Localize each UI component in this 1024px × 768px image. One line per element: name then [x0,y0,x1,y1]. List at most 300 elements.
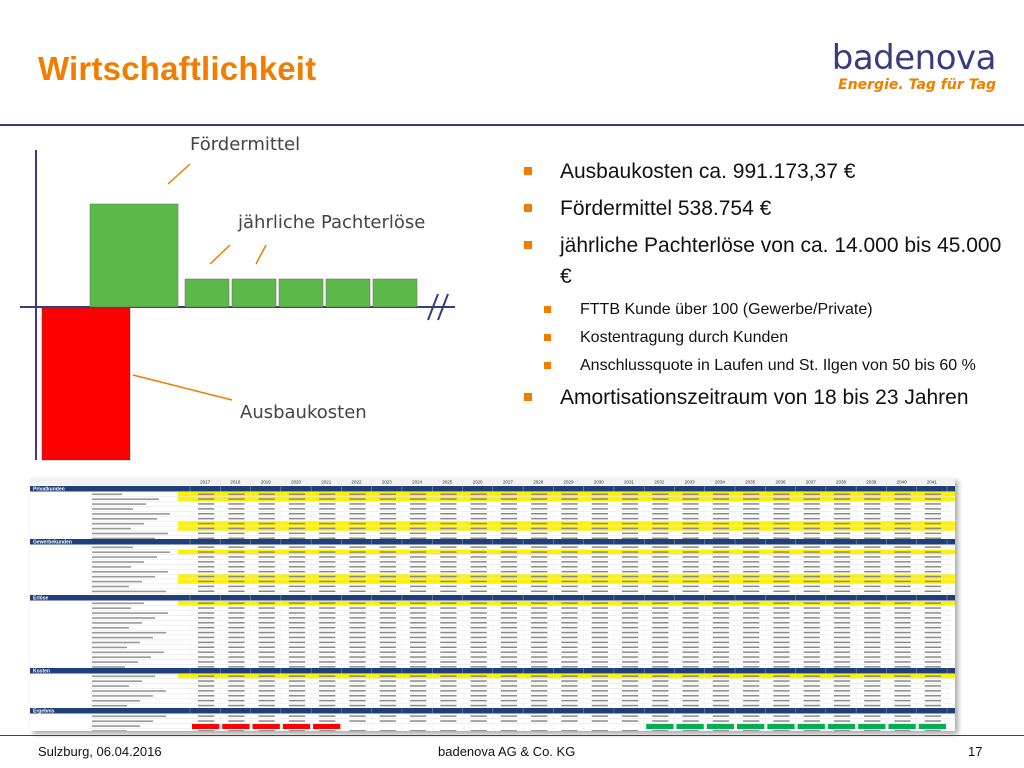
sheet-cell-stroke [561,561,577,563]
sheet-cell-stroke [561,576,577,578]
sheet-cell-stroke [380,720,396,722]
sheet-cell-stroke [682,498,698,500]
sheet-cell-stroke [380,675,396,677]
sheet-cell-stroke [743,680,759,682]
sheet-cell-stroke [440,680,456,682]
sheet-cell-stroke [592,647,608,649]
sheet-cell-stroke [743,705,759,707]
sheet-cell-stroke [925,642,941,644]
sheet-cell-stroke [259,705,275,707]
sheet-result-cell [555,724,582,729]
sheet-label-stroke [92,700,140,702]
sheet-cell-stroke [501,647,517,649]
sheet-cell-stroke [319,533,335,535]
sheet-cell-stroke [440,661,456,663]
sheet-cell-stroke [380,602,396,604]
sheet-cell-stroke [804,700,820,702]
sheet-cell-stroke [925,602,941,604]
sheet-cell-stroke [410,690,426,692]
sheet-cell-stroke [531,685,547,687]
sheet-cell-stroke [743,607,759,609]
sheet-cell-stroke [531,586,547,588]
sheet-cell-stroke [349,498,365,500]
sheet-cell-stroke [349,642,365,644]
sheet-cell-stroke [228,700,244,702]
sheet-cell-stroke [561,508,577,510]
sheet-cell-stroke [501,571,517,573]
sheet-cell-stroke [592,538,608,540]
sheet-cell-stroke [622,700,638,702]
sheet-cell-stroke [319,656,335,658]
sheet-cell-stroke [864,538,880,540]
sheet-cell-stroke [622,720,638,722]
sheet-cell-stroke [259,666,275,668]
badenova-logo [832,40,996,94]
sheet-cell-stroke [773,695,789,697]
sheet-cell-stroke [380,503,396,505]
sheet-cell-stroke [561,612,577,614]
sheet-cell-stroke [228,503,244,505]
sheet-cell-stroke [834,503,850,505]
sheet-cell-stroke [804,571,820,573]
sheet-cell-stroke [682,720,698,722]
sheet-cell-stroke [380,523,396,525]
sheet-cell-stroke [410,627,426,629]
sheet-cell-stroke [471,607,487,609]
sheet-cell-stroke [198,695,214,697]
sheet-cell-stroke [713,705,729,707]
sheet-label-stroke [92,508,133,510]
sheet-cell-stroke [804,661,820,663]
sheet-cell-stroke [380,533,396,535]
sheet-cell-stroke [743,508,759,510]
sheet-label-stroke [92,533,168,535]
sheet-cell-stroke [531,538,547,540]
sheet-cell-stroke [531,617,547,619]
sheet-cell-stroke [592,528,608,530]
sheet-cell-stroke [652,622,668,624]
sheet-cell-stroke [289,523,305,525]
sheet-cell-stroke [440,617,456,619]
sheet-cell-stroke [380,493,396,495]
sheet-cell-stroke [834,513,850,515]
sheet-cell-stroke [349,518,365,520]
sheet-cell-stroke [440,651,456,653]
sheet-cell-stroke [349,513,365,515]
sheet-cell-stroke [259,617,275,619]
sheet-cell-stroke [925,695,941,697]
sheet-cell-stroke [864,685,880,687]
sheet-result-cell [676,724,703,729]
spreadsheet-image [30,478,955,731]
sheet-cell-stroke [440,581,456,583]
bullet-text: Fördermittel 538.754 € [560,197,772,220]
sheet-cell-stroke [289,591,305,593]
sheet-cell-stroke [622,632,638,634]
sheet-cell-stroke [834,493,850,495]
sheet-cell-stroke [501,556,517,558]
sheet-cell-stroke [834,647,850,649]
sheet-cell-stroke [773,715,789,717]
sheet-cell-stroke [713,493,729,495]
sheet-cell-stroke [440,518,456,520]
sheet-cell-stroke [471,602,487,604]
sheet-cell-stroke [471,656,487,658]
sheet-cell-stroke [471,538,487,540]
page-number: 17 [968,744,983,759]
sheet-cell-stroke [228,576,244,578]
sheet-cell-stroke [501,632,517,634]
sheet-cell-stroke [834,632,850,634]
sheet-cell-stroke [531,637,547,639]
sheet-cell-stroke [622,627,638,629]
sheet-cell-stroke [561,675,577,677]
sheet-cell-stroke [228,730,244,731]
sheet-cell-stroke [289,533,305,535]
sheet-cell-stroke [561,533,577,535]
sheet-cell-stroke [894,607,910,609]
sheet-cell-stroke [501,518,517,520]
sheet-cell-stroke [682,661,698,663]
sheet-cell-stroke [773,680,789,682]
sheet-cell-stroke [440,493,456,495]
sheet-cell-stroke [349,581,365,583]
sheet-cell-stroke [713,685,729,687]
sheet-cell-stroke [622,571,638,573]
sheet-cell-stroke [773,685,789,687]
sheet-cell-stroke [410,498,426,500]
sheet-cell-stroke [561,637,577,639]
sheet-cell-stroke [925,551,941,553]
sheet-cell-stroke [410,695,426,697]
sheet-cell-stroke [834,591,850,593]
sheet-cell-stroke [380,561,396,563]
sheet-cell-stroke [864,661,880,663]
bullet-marker [524,167,532,175]
sheet-cell-stroke [198,523,214,525]
sheet-cell-stroke [319,680,335,682]
sheet-cell-stroke [501,546,517,548]
sheet-cell-stroke [622,528,638,530]
sheet-cell-stroke [289,627,305,629]
sheet-cell-stroke [864,720,880,722]
sheet-cell-stroke [561,528,577,530]
sheet-cell-stroke [743,576,759,578]
sheet-cell-stroke [682,690,698,692]
sheet-result-cell [888,724,915,729]
sheet-cell-stroke [501,591,517,593]
sheet-cell-stroke [198,561,214,563]
sheet-label-stroke [92,538,155,540]
sheet-cell-stroke [319,576,335,578]
sheet-cell-stroke [773,591,789,593]
sheet-cell-stroke [259,503,275,505]
sheet-cell-stroke [410,656,426,658]
sheet-cell-stroke [773,518,789,520]
sheet-label-stroke [92,566,131,568]
sheet-cell-stroke [289,720,305,722]
sheet-year-label: 2034 [714,479,725,485]
sheet-cell-stroke [894,591,910,593]
sheet-cell-stroke [319,730,335,731]
sheet-label-stroke [92,720,153,722]
sheet-cell-stroke [471,612,487,614]
sheet-cell-stroke [440,528,456,530]
sheet-cell-stroke [198,538,214,540]
sheet-cell-stroke [743,690,759,692]
sheet-label-stroke [92,705,127,707]
sheet-cell-stroke [682,561,698,563]
sheet-cell-stroke [804,651,820,653]
sheet-cell-stroke [804,533,820,535]
sheet-cell-stroke [501,617,517,619]
sheet-cell-stroke [289,602,305,604]
sheet-cell-stroke [380,690,396,692]
sheet-cell-stroke [380,566,396,568]
pachterloese-bar [326,279,370,307]
sheet-cell-stroke [652,690,668,692]
sheet-cell-stroke [864,647,880,649]
sheet-cell-stroke [319,715,335,717]
sheet-cell-stroke [228,632,244,634]
sheet-cell-stroke [894,690,910,692]
sheet-cell-stroke [259,561,275,563]
sheet-result-cell [737,724,764,729]
sheet-cell-stroke [501,528,517,530]
sheet-cell-stroke [622,508,638,510]
sheet-cell-stroke [834,656,850,658]
sheet-cell-stroke [471,528,487,530]
sheet-cell-stroke [410,651,426,653]
sheet-cell-stroke [894,617,910,619]
sheet-cell-stroke [592,566,608,568]
sheet-cell-stroke [925,576,941,578]
sheet-cell-stroke [228,627,244,629]
sheet-cell-stroke [894,561,910,563]
sheet-cell-stroke [531,591,547,593]
sheet-cell-stroke [440,513,456,515]
sheet-cell-stroke [713,571,729,573]
sheet-cell-stroke [561,546,577,548]
sheet-cell-stroke [652,647,668,649]
sheet-cell-stroke [713,617,729,619]
sheet-cell-stroke [713,556,729,558]
sheet-cell-stroke [743,685,759,687]
subbullet-marker [544,306,551,313]
bullet-amortisation [522,382,1002,413]
callout-foerdermittel [168,164,190,184]
sheet-cell-stroke [682,656,698,658]
sheet-cell-stroke [834,561,850,563]
sheet-cell-stroke [380,661,396,663]
sheet-cell-stroke [198,700,214,702]
sheet-cell-stroke [743,700,759,702]
sheet-cell-stroke [289,730,305,731]
sheet-cell-stroke [592,666,608,668]
sheet-cell-stroke [471,675,487,677]
sheet-cell-stroke [834,675,850,677]
sheet-cell-stroke [894,680,910,682]
sheet-cell-stroke [561,627,577,629]
sheet-cell-stroke [410,493,426,495]
sheet-cell-stroke [289,556,305,558]
sheet-cell-stroke [713,661,729,663]
sheet-cell-stroke [925,730,941,731]
sheet-cell-stroke [410,523,426,525]
sheet-cell-stroke [380,651,396,653]
sheet-cell-stroke [501,533,517,535]
sheet-cell-stroke [228,493,244,495]
sheet-cell-stroke [592,581,608,583]
sheet-section-bar [30,668,955,674]
sheet-cell-stroke [501,637,517,639]
sheet-cell-stroke [471,508,487,510]
sheet-cell-stroke [652,720,668,722]
sheet-cell-stroke [925,637,941,639]
sheet-cell-stroke [289,656,305,658]
sheet-cell-stroke [713,533,729,535]
sheet-cell-stroke [894,651,910,653]
sheet-cell-stroke [561,700,577,702]
sheet-cell-stroke [864,632,880,634]
sheet-cell-stroke [682,685,698,687]
sheet-cell-stroke [531,700,547,702]
sheet-cell-stroke [259,498,275,500]
sheet-cell-stroke [864,508,880,510]
sheet-cell-stroke [471,581,487,583]
sheet-cell-stroke [713,498,729,500]
sheet-cell-stroke [349,607,365,609]
sheet-cell-stroke [440,666,456,668]
sheet-cell-stroke [834,642,850,644]
sheet-cell-stroke [864,637,880,639]
sheet-cell-stroke [622,513,638,515]
sheet-cell-stroke [773,656,789,658]
sheet-cell-stroke [743,571,759,573]
sheet-cell-stroke [561,730,577,731]
sheet-year-label: 2020 [290,479,301,485]
sheet-cell-stroke [834,556,850,558]
sheet-cell-stroke [592,503,608,505]
sheet-cell-stroke [440,612,456,614]
sheet-result-cell [919,724,946,729]
sheet-cell-stroke [804,556,820,558]
sheet-cell-stroke [804,685,820,687]
sheet-cell-stroke [743,546,759,548]
sheet-cell-stroke [349,571,365,573]
sheet-cell-stroke [773,637,789,639]
sheet-cell-stroke [228,617,244,619]
sheet-cell-stroke [622,556,638,558]
sheet-label-stroke [92,498,159,500]
sheet-cell-stroke [531,493,547,495]
sheet-cell-stroke [622,705,638,707]
sheet-cell-stroke [531,627,547,629]
sheet-cell-stroke [561,551,577,553]
sheet-cell-stroke [259,680,275,682]
sheet-cell-stroke [410,556,426,558]
sheet-cell-stroke [925,607,941,609]
sheet-cell-stroke [743,642,759,644]
subbullet-fttb [522,298,1002,321]
sheet-cell-stroke [259,647,275,649]
sheet-cell-stroke [289,622,305,624]
sheet-cell-stroke [561,651,577,653]
sheet-cell-stroke [894,533,910,535]
sheet-cell-stroke [622,730,638,731]
sheet-cell-stroke [349,675,365,677]
sheet-cell-stroke [289,586,305,588]
sheet-cell-stroke [622,581,638,583]
sheet-cell-stroke [531,498,547,500]
sheet-cell-stroke [592,591,608,593]
sheet-cell-stroke [289,685,305,687]
sheet-cell-stroke [773,602,789,604]
sheet-cell-stroke [682,642,698,644]
sheet-cell-stroke [471,632,487,634]
sheet-cell-stroke [410,700,426,702]
sheet-cell-stroke [501,576,517,578]
sheet-cell-stroke [440,523,456,525]
sheet-label-stroke [92,680,142,682]
sheet-cell-stroke [925,493,941,495]
sheet-cell-stroke [228,661,244,663]
sheet-cell-stroke [682,493,698,495]
sheet-cell-stroke [834,546,850,548]
sheet-cell-stroke [894,498,910,500]
sheet-cell-stroke [682,571,698,573]
sheet-result-cell [828,724,855,729]
sheet-cell-stroke [471,503,487,505]
pachterloese-bar [279,279,323,307]
sheet-cell-stroke [925,715,941,717]
sheet-cell-stroke [592,720,608,722]
sheet-cell-stroke [773,647,789,649]
sheet-cell-stroke [713,730,729,731]
sheet-cell-stroke [410,551,426,553]
sheet-cell-stroke [531,720,547,722]
sheet-cell-stroke [440,551,456,553]
sheet-cell-stroke [743,627,759,629]
sheet-cell-stroke [622,607,638,609]
sheet-cell-stroke [834,705,850,707]
sheet-cell-stroke [652,632,668,634]
sheet-cell-stroke [743,720,759,722]
sheet-cell-stroke [804,647,820,649]
sheet-cell-stroke [319,586,335,588]
sheet-cell-stroke [440,546,456,548]
sheet-cell-stroke [561,556,577,558]
sheet-cell-stroke [380,581,396,583]
sheet-cell-stroke [773,551,789,553]
sheet-cell-stroke [652,523,668,525]
sheet-cell-stroke [471,685,487,687]
sheet-cell-stroke [319,651,335,653]
sheet-cell-stroke [349,576,365,578]
sheet-cell-stroke [198,551,214,553]
callout-ausbaukosten [133,375,232,400]
sheet-cell-stroke [289,576,305,578]
sheet-cell-stroke [773,581,789,583]
sheet-cell-stroke [834,715,850,717]
sheet-cell-stroke [198,493,214,495]
sheet-cell-stroke [925,700,941,702]
sheet-result-cell [616,724,643,729]
sheet-cell-stroke [622,566,638,568]
sheet-cell-stroke [319,617,335,619]
sheet-cell-stroke [440,503,456,505]
sheet-cell-stroke [410,518,426,520]
